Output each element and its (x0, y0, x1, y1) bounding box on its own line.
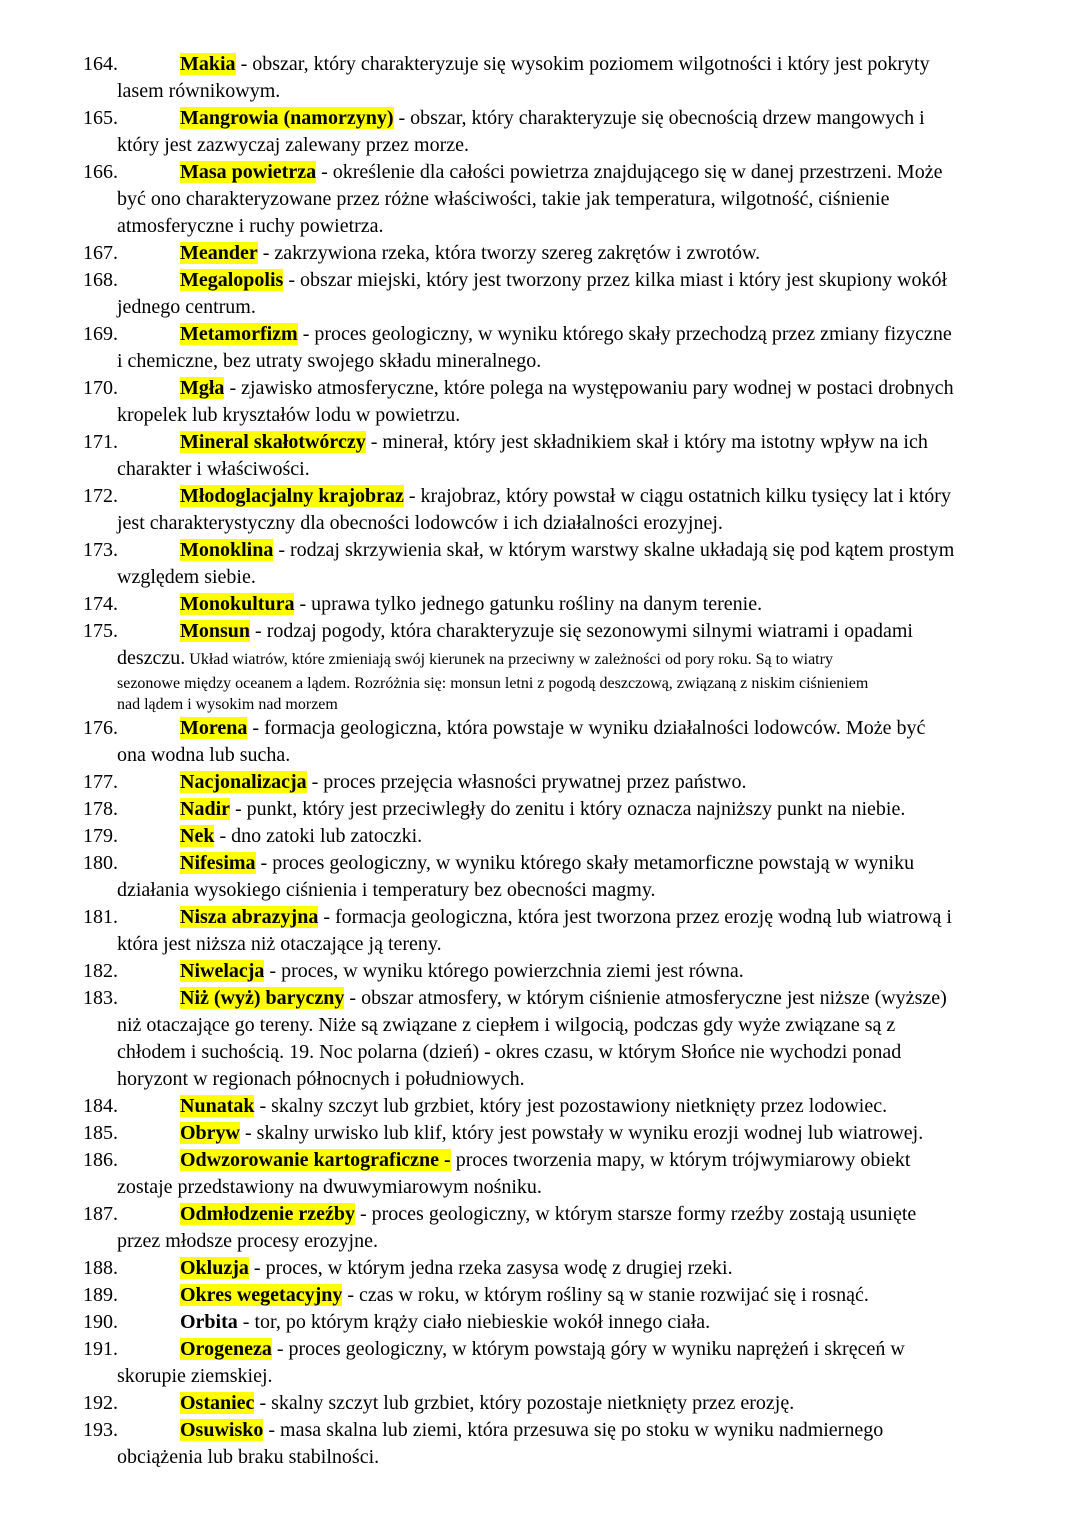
entry-continuation-line (0, 645, 1080, 673)
entry-definition-text: - proces, w wyniku którego powierzchnia ziemi jest równa. (264, 960, 744, 982)
glossary-entry (0, 1201, 1080, 1255)
entry-first-line (0, 1201, 1080, 1228)
entry-number: 193. (83, 1419, 118, 1441)
entry-number: 189. (83, 1284, 118, 1306)
entry-number: 183. (83, 987, 118, 1009)
entry-first-line (0, 618, 1080, 645)
glossary-entry (0, 105, 1080, 159)
glossary-entry (0, 537, 1080, 591)
entry-definition-text: - skalny urwisko lub klif, który jest powstały w wyniku erozji wodnej lub wiatrowej. (240, 1122, 924, 1144)
entry-number: 181. (83, 906, 118, 928)
entry-term: Odmłodzenie rzeźby (180, 1203, 355, 1225)
entry-first-line (0, 1255, 1080, 1282)
entry-first-line (0, 1336, 1080, 1363)
entry-term: Ostaniec (180, 1392, 255, 1414)
entry-definition-text: - punkt, który jest przeciwległy do zenitu i który oznacza najniższy punkt na niebie. (230, 798, 906, 820)
entry-continuation-line: jednego centrum. (117, 296, 256, 318)
entry-continuation-line: być ono charakteryzowane przez różne właściwości, takie jak temperatura, wilgotność, ciśnienie (117, 188, 890, 210)
entry-number: 186. (83, 1149, 118, 1171)
entry-first-line (0, 958, 1080, 985)
entry-definition-text: - proces przejęcia własności prywatnej przez państwo. (306, 771, 747, 793)
entry-first-line (0, 823, 1080, 850)
entry-definition-text: - dno zatoki lub zatoczki. (214, 825, 423, 847)
entry-term: Nifesima (180, 852, 256, 874)
entry-definition-text: proces tworzenia mapy, w którym trójwymiarowy obiekt (450, 1149, 911, 1171)
glossary-entry (0, 1093, 1080, 1120)
entry-term: Orogeneza (180, 1338, 272, 1360)
entry-definition-text: - formacja geologiczna, która jest tworzona przez erozję wodną lub wiatrową i (318, 906, 952, 928)
glossary-entry (0, 850, 1080, 904)
glossary-entry (0, 1255, 1080, 1282)
entry-continuation-line: lasem równikowym. (117, 80, 281, 102)
entry-definition-text: deszczu. (117, 647, 186, 669)
entry-term: Niwelacja (180, 960, 265, 982)
entry-note-line: sezonowe między oceanem a lądem. Rozróżnia się: monsun letni z pogodą deszczową, związaną z niskim ciśnieniem (117, 675, 869, 692)
entry-definition-text: - krajobraz, który powstał w ciągu ostatnich kilku tysięcy lat i który (403, 485, 951, 507)
entry-first-line (0, 796, 1080, 823)
entry-number: 172. (83, 485, 118, 507)
entry-continuation-line: skorupie ziemskiej. (117, 1365, 273, 1387)
entry-term: Osuwisko (180, 1419, 264, 1441)
entry-definition-text: - określenie dla całości powietrza znajdującego się w danej przestrzeni. Może (316, 161, 943, 183)
entry-first-line (0, 240, 1080, 267)
entry-first-line (0, 51, 1080, 78)
entry-first-line (0, 1417, 1080, 1444)
glossary-entry (0, 51, 1080, 105)
glossary-entry (0, 769, 1080, 796)
entry-number: 179. (83, 825, 118, 847)
entry-note-text: Układ wiatrów, które zmieniają swój kierunek na przeciwny w zależności od pory roku. Są to wiatry (185, 651, 833, 668)
entry-term: Nadir (180, 798, 230, 820)
entry-number: 164. (83, 53, 118, 75)
entry-term: Monoklina (180, 539, 274, 561)
entry-definition-text: - uprawa tylko jednego gatunku rośliny na danym terenie. (294, 593, 763, 615)
entry-number: 190. (83, 1311, 118, 1333)
glossary-entry (0, 267, 1080, 321)
glossary-entry (0, 1120, 1080, 1147)
entry-term: Monsun (180, 620, 251, 642)
entry-definition-text: - czas w roku, w którym rośliny są w stanie rozwijać się i rosnąć. (342, 1284, 869, 1306)
entry-first-line (0, 483, 1080, 510)
glossary-document (0, 51, 1080, 1471)
entry-continuation-line: i chemiczne, bez utraty swojego składu mineralnego. (117, 350, 542, 372)
entry-number: 170. (83, 377, 118, 399)
entry-continuation-line: horyzont w regionach północnych i południowych. (117, 1068, 525, 1090)
entry-term: Nunatak (180, 1095, 255, 1117)
entry-definition-text: - proces geologiczny, w wyniku którego skały metamorficzne powstają w wyniku (255, 852, 915, 874)
entry-term: Nisza abrazyjna (180, 906, 319, 928)
entry-first-line (0, 985, 1080, 1012)
entry-definition-text: - obszar miejski, który jest tworzony przez kilka miast i który jest skupiony wokół (283, 269, 948, 291)
entry-continuation-line: działania wysokiego ciśnienia i temperatury bez obecności magmy. (117, 879, 656, 901)
entry-number: 174. (83, 593, 118, 615)
entry-continuation-line: ona wodna lub sucha. (117, 744, 291, 766)
entry-note-line: nad lądem i wysokim nad morzem (117, 696, 338, 713)
entry-first-line (0, 1282, 1080, 1309)
entry-definition-text: - formacja geologiczna, która powstaje w wyniku działalności lodowców. Może być (247, 717, 926, 739)
entry-term: Nek (180, 825, 215, 847)
entry-first-line (0, 1309, 1080, 1336)
entry-continuation-line: atmosferyczne i ruchy powietrza. (117, 215, 384, 237)
entry-number: 178. (83, 798, 118, 820)
entry-number: 169. (83, 323, 118, 345)
entry-term: Nacjonalizacja (180, 771, 307, 793)
entry-term: Mineral skałotwórczy (180, 431, 366, 453)
entry-number: 180. (83, 852, 118, 874)
glossary-entry (0, 1336, 1080, 1390)
entry-number: 177. (83, 771, 118, 793)
entry-first-line (0, 267, 1080, 294)
entry-first-line (0, 429, 1080, 456)
glossary-entry (0, 796, 1080, 823)
entry-number: 191. (83, 1338, 118, 1360)
entry-first-line (0, 904, 1080, 931)
entry-first-line (0, 715, 1080, 742)
glossary-entry (0, 1309, 1080, 1336)
entry-definition-text: - rodzaj skrzywienia skał, w którym warstwy skalne układają się pod kątem prostym (273, 539, 955, 561)
entry-first-line (0, 1120, 1080, 1147)
entry-term: Odwzorowanie kartograficzne - (180, 1149, 451, 1171)
entry-definition-text: - obszar, który charakteryzuje się wysokim poziomem wilgotności i który jest pokryty (235, 53, 930, 75)
entry-definition-text: - proces, w którym jedna rzeka zasysa wodę z drugiej rzeki. (248, 1257, 733, 1279)
entry-definition-text: - masa skalna lub ziemi, która przesuwa się po stoku w wyniku nadmiernego (263, 1419, 884, 1441)
entry-first-line (0, 769, 1080, 796)
glossary-entry (0, 985, 1080, 1093)
entry-number: 171. (83, 431, 118, 453)
entry-continuation-line: względem siebie. (117, 566, 256, 588)
entry-term: Niż (wyż) baryczny (180, 987, 345, 1009)
entry-definition-text: - skalny szczyt lub grzbiet, który jest pozostawiony nietknięty przez lodowiec. (254, 1095, 888, 1117)
entry-continuation-line: niż otaczające go tereny. Niże są związane z ciepłem i wilgocią, podczas gdy wyże związane są z (117, 1014, 896, 1036)
glossary-entry (0, 958, 1080, 985)
entry-number: 167. (83, 242, 118, 264)
entry-term: Okluzja (180, 1257, 249, 1279)
entry-number: 168. (83, 269, 118, 291)
entry-first-line (0, 321, 1080, 348)
entry-definition-text: - proces geologiczny, w wyniku którego skały przechodzą przez zmiany fizyczne (297, 323, 952, 345)
glossary-entry (0, 904, 1080, 958)
glossary-entry (0, 618, 1080, 715)
glossary-entry (0, 823, 1080, 850)
entry-number: 175. (83, 620, 118, 642)
entry-term: Obryw (180, 1122, 240, 1144)
entry-term: Meander (180, 242, 258, 264)
glossary-entry (0, 715, 1080, 769)
entry-number: 192. (83, 1392, 118, 1414)
entry-continuation-line: przez młodsze procesy erozyjne. (117, 1230, 378, 1252)
entry-continuation-line: która jest niższa niż otaczające ją tereny. (117, 933, 442, 955)
entry-definition-text: - minerał, który jest składnikiem skał i który ma istotny wpływ na ich (365, 431, 928, 453)
entry-number: 173. (83, 539, 118, 561)
entry-continuation-line: który jest zazwyczaj zalewany przez morze. (117, 134, 470, 156)
entry-first-line (0, 1390, 1080, 1417)
entry-definition-text: - proces geologiczny, w którym starsze formy rzeźby zostają usunięte (354, 1203, 917, 1225)
entry-term: Megalopolis (180, 269, 284, 291)
entry-term: Makia (180, 53, 236, 75)
entry-number: 184. (83, 1095, 118, 1117)
entry-continuation-line: charakter i właściwości. (117, 458, 310, 480)
entry-first-line (0, 850, 1080, 877)
glossary-entry (0, 1147, 1080, 1201)
entry-first-line (0, 375, 1080, 402)
glossary-entry (0, 429, 1080, 483)
entry-continuation-line: jest charakterystyczny dla obecności lodowców i ich działalności erozyjnej. (117, 512, 723, 534)
entry-first-line (0, 537, 1080, 564)
glossary-entry (0, 375, 1080, 429)
entry-continuation-line: zostaje przedstawiony na dwuwymiarowym nośniku. (117, 1176, 542, 1198)
entry-definition-text: - obszar, który charakteryzuje się obecnością drzew mangowych i (393, 107, 925, 129)
entry-term: Mangrowia (namorzyny) (180, 107, 394, 129)
entry-first-line (0, 1147, 1080, 1174)
entry-first-line (0, 591, 1080, 618)
glossary-entry (0, 591, 1080, 618)
entry-term: Młodoglacjalny krajobraz (180, 485, 404, 507)
glossary-entry (0, 240, 1080, 267)
entry-definition-text: - proces geologiczny, w którym powstają góry w wyniku naprężeń i skręceń w (271, 1338, 905, 1360)
entry-definition-text: - skalny szczyt lub grzbiet, który pozostaje nietknięty przez erozję. (254, 1392, 795, 1414)
entry-term: Orbita (180, 1311, 238, 1333)
entry-first-line (0, 1093, 1080, 1120)
entry-term: Masa powietrza (180, 161, 317, 183)
entry-term: Monokultura (180, 593, 295, 615)
entry-number: 188. (83, 1257, 118, 1279)
entry-number: 166. (83, 161, 118, 183)
entry-term: Mgła (180, 377, 225, 399)
entry-definition-text: - rodzaj pogody, która charakteryzuje się sezonowymi silnymi wiatrami i opadami (250, 620, 913, 642)
entry-term: Morena (180, 717, 248, 739)
entry-continuation-line: obciążenia lub braku stabilności. (117, 1446, 380, 1468)
entry-number: 185. (83, 1122, 118, 1144)
glossary-entry (0, 483, 1080, 537)
entry-number: 182. (83, 960, 118, 982)
entry-number: 187. (83, 1203, 118, 1225)
entry-definition-text: - zakrzywiona rzeka, która tworzy szereg zakrętów i zwrotów. (257, 242, 761, 264)
glossary-entry (0, 1390, 1080, 1417)
entry-continuation-line: chłodem i suchością. 19. Noc polarna (dzień) - okres czasu, w którym Słońce nie wychodzi ponad (117, 1041, 902, 1063)
entry-number: 176. (83, 717, 118, 739)
glossary-entry (0, 1282, 1080, 1309)
entry-definition-text: - zjawisko atmosferyczne, które polega na występowaniu pary wodnej w postaci drobnych (224, 377, 954, 399)
glossary-entry (0, 321, 1080, 375)
entry-number: 165. (83, 107, 118, 129)
entry-first-line (0, 159, 1080, 186)
entry-definition-text: - obszar atmosfery, w którym ciśnienie atmosferyczne jest niższe (wyższe) (344, 987, 947, 1009)
glossary-entry (0, 1417, 1080, 1471)
entry-first-line (0, 105, 1080, 132)
entry-term: Okres wegetacyjny (180, 1284, 343, 1306)
entry-continuation-line: kropelek lub kryształów lodu w powietrzu. (117, 404, 461, 426)
glossary-entry (0, 159, 1080, 240)
entry-definition-text: - tor, po którym krąży ciało niebieskie wokół innego ciała. (237, 1311, 711, 1333)
entry-term: Metamorfizm (180, 323, 298, 345)
